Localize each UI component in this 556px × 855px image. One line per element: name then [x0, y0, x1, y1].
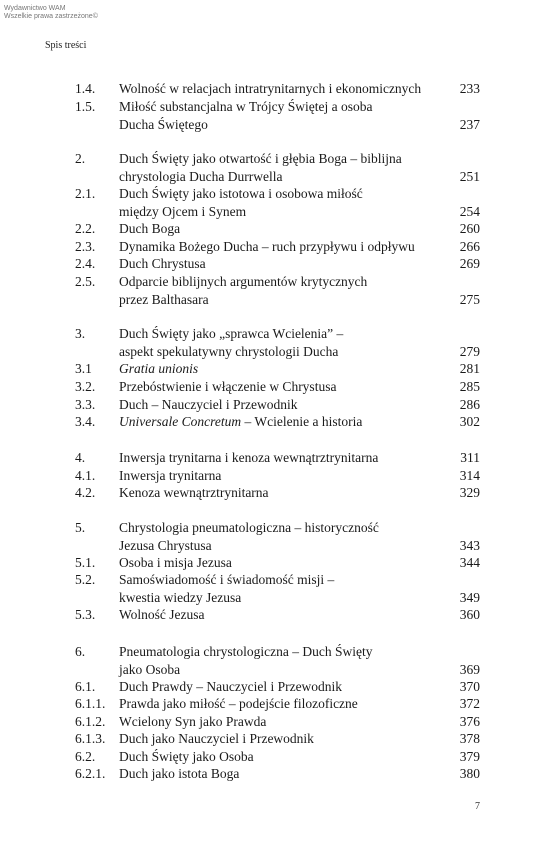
toc-entry-title: Duch Święty jako „sprawca Wcielenia” – — [119, 326, 344, 341]
toc-entry-page: 376 — [459, 714, 480, 729]
toc-entry-page: 302 — [459, 414, 480, 429]
toc-entry-number: 2.4. — [75, 256, 96, 271]
toc-entry-title: Duch jako Nauczyciel i Przewodnik — [119, 731, 314, 746]
toc-entry-page: 260 — [459, 221, 480, 236]
toc-entry-page: 266 — [459, 239, 480, 254]
toc-entry-number: 4. — [75, 450, 86, 465]
toc-entry-title: Wolność Jezusa — [119, 607, 205, 622]
toc-entry-title-italic: Universale Concretum — [119, 414, 242, 429]
running-header: Spis treści — [45, 40, 87, 51]
toc-entry-page: 281 — [459, 361, 480, 376]
toc-entry-title: jako Osoba — [119, 661, 181, 677]
toc-entry-title: Ducha Świętego — [119, 116, 208, 132]
toc-entry-number: 6.1.2. — [75, 714, 106, 729]
toc-entry-page: 369 — [459, 661, 480, 677]
toc-entry-page: 370 — [459, 679, 480, 694]
toc-entry-number: 2.2. — [75, 221, 96, 236]
toc-entry-page: 378 — [459, 731, 480, 746]
toc-entry-title: Duch Boga — [119, 221, 181, 236]
toc-entry-title: Dynamika Bożego Ducha – ruch przypływu i odpływu — [119, 239, 415, 254]
toc-entry-number: 2. — [75, 151, 86, 166]
toc-entry-page: 254 — [459, 203, 480, 219]
toc-entry-page: 314 — [459, 468, 480, 483]
toc-entry-title: Duch jako istota Boga — [119, 766, 240, 781]
toc-entry-title: kwestia wiedzy Jezusa — [119, 589, 242, 605]
watermark-line-1: Wydawnictwo WAM — [4, 5, 66, 12]
toc-entry-title: Miłość substancjalna w Trójcy Świętej a osoba — [119, 99, 373, 114]
toc-entry-number: 3.1 — [75, 361, 92, 376]
toc-entry-number: 6.1.1. — [75, 696, 106, 711]
watermark-line-2: Wszelkie prawa zastrzeżone© — [4, 13, 98, 20]
toc-entry-title — [119, 413, 459, 431]
toc-entry-number: 6.1. — [75, 679, 96, 694]
toc-entry-number: 1.4. — [75, 81, 96, 96]
toc-entry-number: 6. — [75, 644, 86, 659]
page-number: 7 — [475, 801, 480, 812]
toc-entry-title: Duch Święty jako istotowa i osobowa miłość — [119, 186, 363, 201]
toc-entry-number: 5.1. — [75, 555, 96, 570]
toc-entry-number: 5. — [75, 520, 86, 535]
toc-entry-number: 5.2. — [75, 572, 96, 587]
toc-entry-page: 286 — [459, 397, 480, 412]
toc-entry-number: 2.3. — [75, 239, 96, 254]
toc-entry-title: Pneumatologia chrystologiczna – Duch Święty — [119, 644, 373, 659]
toc-entry-title: aspekt spekulatywny chrystologii Ducha — [119, 343, 339, 359]
toc-entry-title: Przebóstwienie i włączenie w Chrystusa — [119, 379, 337, 394]
toc-entry-title: Prawda jako miłość – podejście filozoficzne — [119, 696, 358, 711]
toc-entry-title-rest: – Wcielenie a historia — [241, 414, 363, 429]
toc-entry-title: Duch Chrystusa — [119, 256, 206, 271]
toc-entry-title: Duch – Nauczyciel i Przewodnik — [119, 397, 298, 412]
toc-entry-title: Odparcie biblijnych argumentów krytycznych — [119, 274, 368, 289]
toc-entry-page: 251 — [459, 168, 480, 184]
toc-entry-title: Inwersja trynitarna i kenoza wewnątrztrynitarna — [119, 450, 379, 465]
toc-entry-title: Duch Prawdy – Nauczyciel i Przewodnik — [119, 679, 343, 694]
toc-entry-title: Kenoza wewnątrztrynitarna — [119, 485, 269, 500]
toc-entry-page: 311 — [460, 450, 480, 465]
toc-entry-title: między Ojcem i Synem — [119, 203, 247, 219]
toc-entry-title: Jezusa Chrystusa — [119, 537, 212, 553]
toc-entry-number: 2.1. — [75, 186, 96, 201]
toc-entry-number: 3.3. — [75, 397, 96, 412]
toc-entry-title: Inwersja trynitarna — [119, 468, 222, 483]
toc-entry-page: 279 — [459, 343, 480, 359]
toc-entry-number: 3.4. — [75, 414, 96, 429]
toc-entry-title: Osoba i misja Jezusa — [119, 555, 232, 570]
toc-entry-page: 379 — [459, 749, 480, 764]
toc-entry-number: 4.2. — [75, 485, 96, 500]
toc-entry-page: 360 — [459, 607, 480, 622]
toc-entry-number: 5.3. — [75, 607, 96, 622]
toc-entry-title: Duch Święty jako Osoba — [119, 749, 254, 764]
toc-entry-page: 329 — [459, 485, 480, 500]
toc-entry-page: 269 — [459, 256, 480, 271]
toc-entry-title: Chrystologia pneumatologiczna – historyczność — [119, 520, 379, 535]
toc-entry-title: Wolność w relacjach intratrynitarnych i ekonomicznych — [119, 81, 422, 96]
toc-entry-title: Wcielony Syn jako Prawda — [119, 714, 267, 729]
toc-entry-number: 2.5. — [75, 274, 96, 289]
toc-entry-page: 349 — [459, 589, 480, 605]
toc-entry-title: przez Balthasara — [119, 291, 209, 307]
toc-entry-number: 6.2.1. — [75, 766, 106, 781]
toc-entry-page: 344 — [459, 555, 480, 570]
toc-entry-title: Samoświadomość i świadomość misji – — [119, 572, 335, 587]
toc-entry-number: 4.1. — [75, 468, 96, 483]
toc-entry-page: 237 — [459, 116, 480, 132]
toc-entry-page: 372 — [459, 696, 480, 711]
toc-entry-page: 285 — [459, 379, 480, 394]
toc-entry-number: 6.2. — [75, 749, 96, 764]
toc-entry-title: Duch Święty jako otwartość i głębia Boga – biblijna — [119, 151, 402, 166]
toc-entry-page: 233 — [459, 81, 480, 96]
toc-entry-page: 343 — [459, 537, 480, 553]
toc-entry-number: 1.5. — [75, 99, 96, 114]
toc-entry-page: 275 — [459, 291, 480, 307]
toc-entry-number: 3.2. — [75, 379, 96, 394]
toc-entry-number: 6.1.3. — [75, 731, 106, 746]
toc-entry-title: chrystologia Ducha Durrwella — [119, 168, 283, 184]
toc-entry-title: Gratia unionis — [119, 361, 199, 376]
toc-entry-page: 380 — [459, 766, 480, 781]
toc-entry-number: 3. — [75, 326, 86, 341]
